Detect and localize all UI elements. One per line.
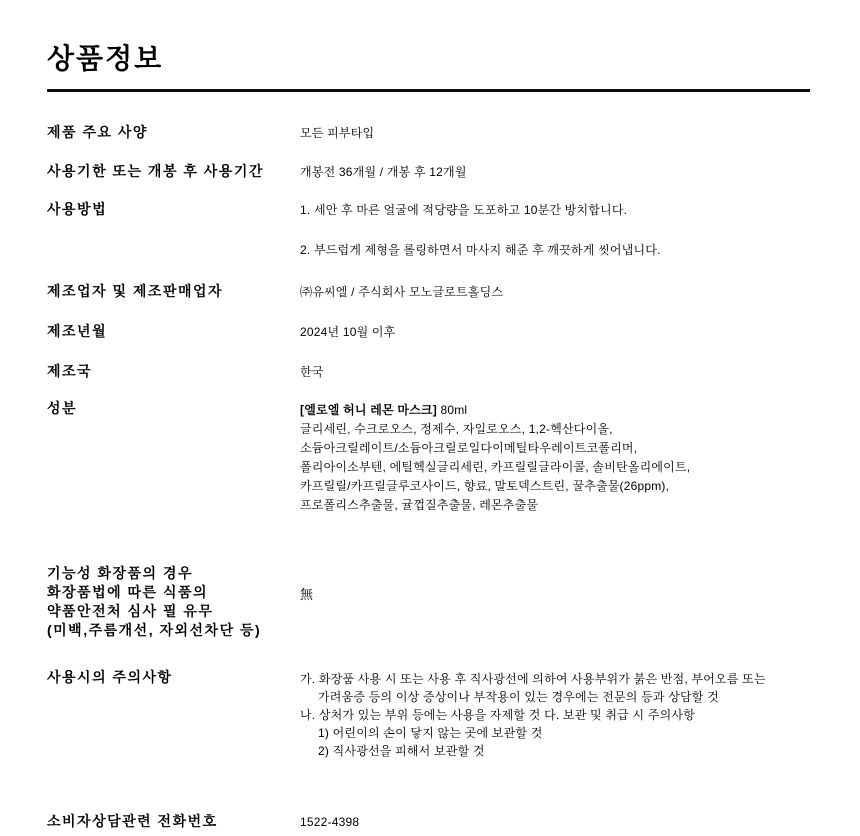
usage-step-1: 1. 세안 후 마른 얼굴에 적당량을 도포하고 10분간 방치합니다. (300, 203, 628, 217)
ingredients-value (300, 399, 812, 515)
ingredients-line-3: 폴리아이소부텐, 에틸헥실글리세린, 카프릴릴글라이콜, 솔비탄올리에이트, (300, 460, 691, 474)
expiration-value (300, 162, 812, 180)
ingredients-line-5: 프로폴리스추출물, 귤껍질추출물, 레몬추출물 (300, 498, 539, 512)
manufacturer-value-line: ㈜유씨엘 / 주식회사 모노글로트홀딩스 (300, 285, 504, 299)
row-manufacturer (47, 282, 812, 301)
row-customer-service (47, 812, 812, 831)
functional-approval-value-line: 無 (300, 587, 314, 602)
precautions-line-5: 2) 직사광선을 피해서 보관할 것 (318, 744, 485, 758)
row-functional-approval (47, 564, 812, 640)
precautions-value (300, 668, 812, 760)
manufacture-date-value (300, 322, 812, 340)
manufacturer-value (300, 282, 812, 300)
row-precautions (47, 668, 812, 760)
usage-label: 사용방법 (47, 201, 108, 217)
row-expiration (47, 162, 812, 181)
skin-type-label: 제품 주요 사양 (47, 124, 148, 140)
precautions-label: 사용시의 주의사항 (47, 669, 173, 685)
functional-approval-label-line-3: 약품안전처 심사 필 유무 (47, 603, 214, 619)
usage-value (300, 200, 812, 258)
row-usage (47, 200, 812, 258)
functional-approval-label-line-4: (미백,주름개선, 자외선차단 등) (47, 622, 262, 638)
skin-type-value (300, 123, 812, 141)
ingredients-label: 성분 (47, 400, 78, 416)
functional-approval-value (300, 564, 812, 603)
country-value-line: 한국 (300, 365, 324, 379)
row-ingredients (47, 399, 812, 515)
precautions-line-2: 가려움증 등의 이상 증상이나 부작용이 있는 경우에는 전문의 등과 상담할 것 (318, 690, 719, 704)
customer-service-label: 소비자상담관련 전화번호 (47, 813, 218, 829)
customer-service-value (300, 812, 812, 830)
country-label: 제조국 (47, 363, 93, 379)
row-skin-type (47, 123, 812, 142)
usage-step-2: 2. 부드럽게 제형을 롤링하면서 마사지 해준 후 깨끗하게 씻어냅니다. (300, 243, 661, 257)
title-divider (47, 89, 810, 92)
precautions-line-3: 나. 상처가 있는 부위 등에는 사용을 자제할 것 다. 보관 및 취급 시 주의사항 (300, 708, 695, 722)
page-title: 상품정보 (47, 43, 164, 74)
manufacture-date-label: 제조년월 (47, 323, 108, 339)
precautions-line-4: 1) 어린이의 손이 닿지 않는 곳에 보관할 것 (318, 726, 543, 740)
expiration-value-line: 개봉전 36개월 / 개봉 후 12개월 (300, 165, 467, 179)
expiration-label: 사용기한 또는 개봉 후 사용기간 (47, 163, 264, 179)
ingredients-product-line (300, 401, 812, 420)
customer-service-phone: 1522-4398 (300, 815, 360, 829)
manufacturer-label: 제조업자 및 제조판매업자 (47, 283, 224, 299)
product-volume: 80ml (436, 403, 468, 417)
country-value (300, 362, 812, 380)
functional-approval-label (47, 564, 300, 640)
manufacture-date-value-line: 2024년 10월 이후 (300, 325, 396, 339)
ingredients-line-4: 카프릴릴/카프릴글루코사이드, 향료, 말토덱스트린, 꿀추출물(26ppm), (300, 479, 670, 493)
ingredients-line-1: 글리세린, 수크로오스, 정제수, 자일로오스, 1,2-헥산다이올, (300, 422, 613, 436)
row-country (47, 362, 812, 381)
row-manufacture-date (47, 322, 812, 341)
product-name: [엘로엘 허니 레몬 마스크] (300, 403, 437, 417)
functional-approval-label-line-1: 기능성 화장품의 경우 (47, 565, 193, 581)
functional-approval-label-line-2: 화장품법에 따른 식품의 (47, 584, 209, 600)
precautions-line-1: 가. 화장품 사용 시 또는 사용 후 직사광선에 의하여 사용부위가 붉은 반점, 부어오름 또는 (300, 672, 766, 686)
ingredients-line-2: 소듐아크릴레이트/소듐아크릴로일다이메틸타우레이트코폴리머, (300, 441, 638, 455)
skin-type-value-line: 모든 피부타입 (300, 126, 375, 140)
